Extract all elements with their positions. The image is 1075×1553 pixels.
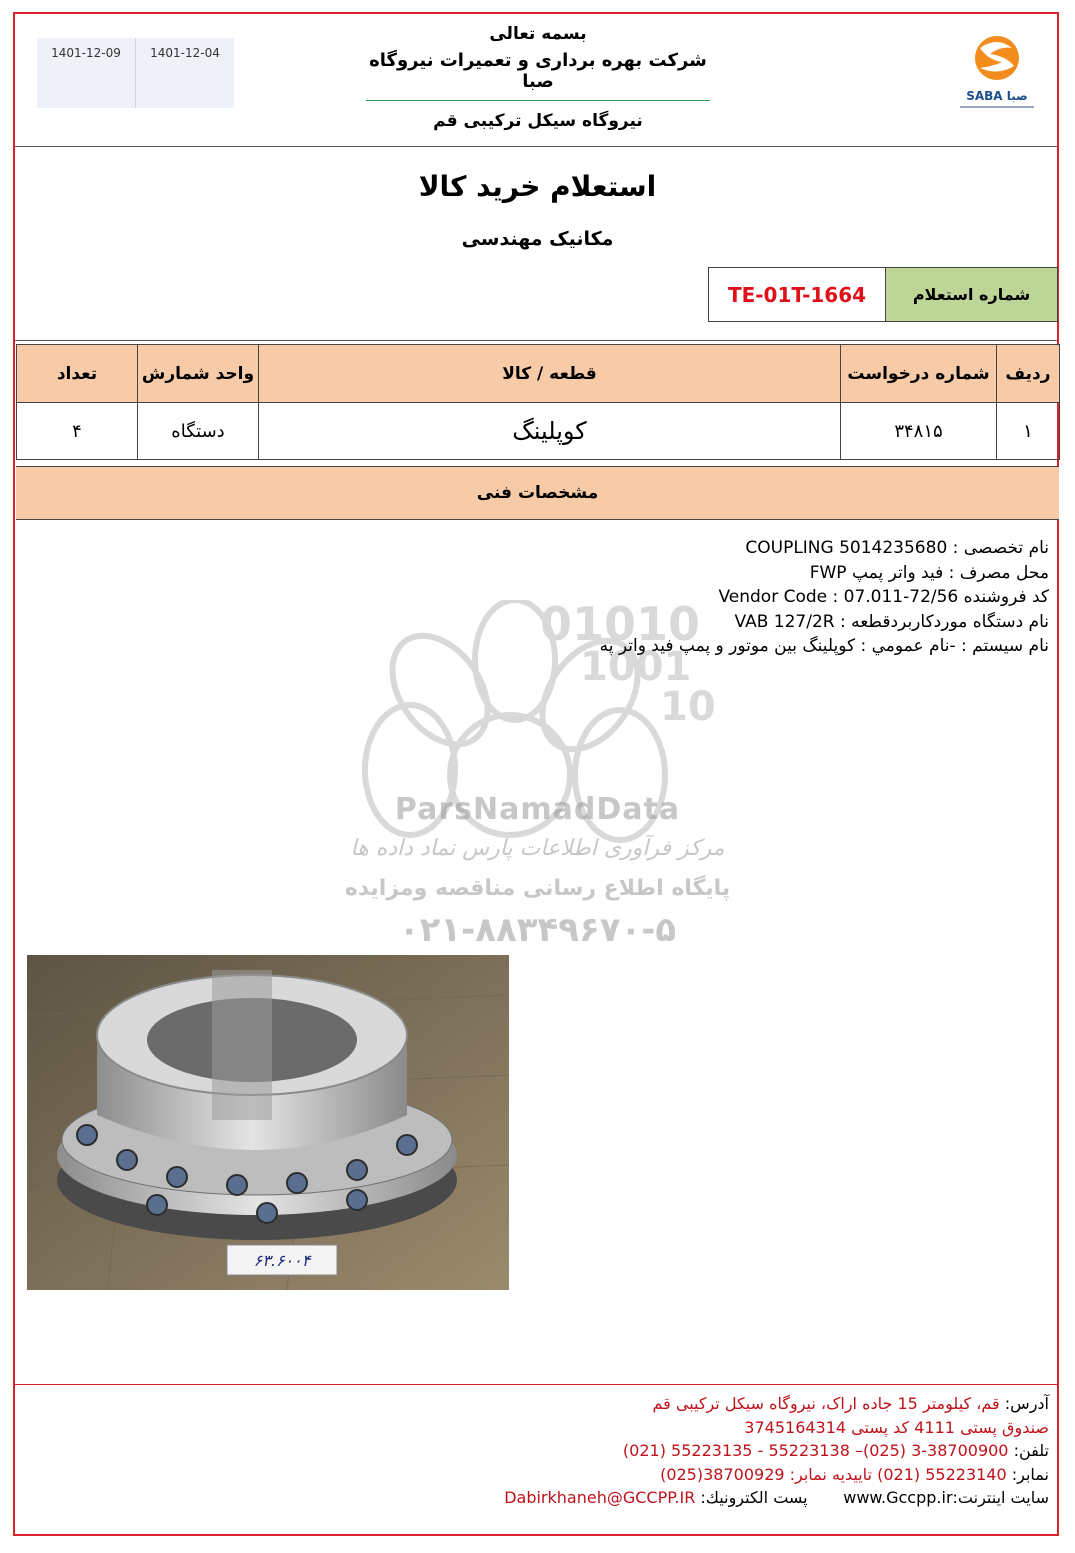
page-title: استعلام خرید کالا [418, 170, 657, 203]
title-divider [15, 340, 1057, 341]
specs-heading: مشخصات فنی [16, 466, 1059, 520]
items-table [16, 344, 1060, 460]
watermark-brand: ParsNamadData [394, 792, 681, 827]
spec-line: نام دستگاه موردکاربردقطعه : VAB 127/2R [734, 611, 1049, 632]
photo-label: ۶۳.۶۰۰۴ [253, 1251, 311, 1270]
header-divider [15, 146, 1057, 147]
spec-line: کد فروشنده Vendor Code : 07.011-72/56 [718, 587, 1049, 607]
watermark-phone: ۰۲۱-۸۸۳۴۹۶۷۰-۵ [398, 910, 677, 950]
header-unit: واحد شمارش [138, 345, 259, 403]
inquiry-number-value: TE-01T-1664 [709, 268, 886, 321]
phone-label: تلفن: [1013, 1441, 1049, 1460]
date-deadline: 1401-12-04 [150, 46, 220, 60]
cell-item: کوپلینگ [259, 403, 841, 460]
footer-contact [149, 1392, 1049, 1510]
fax-label: نمابر: [1011, 1464, 1049, 1484]
header-request-number: شماره درخواست [841, 345, 997, 403]
site-label: سایت اینترنت: [952, 1488, 1049, 1507]
address-label: آدرس: [1004, 1394, 1049, 1413]
table-header-row [17, 345, 1060, 403]
inquiry-number-box [708, 267, 1058, 322]
fax-value: 55223140 (021) تاییدیه نمابر: 38700929(025) [660, 1464, 1007, 1484]
spec-line: نام تخصصی : COUPLING 5014235680 [745, 538, 1049, 558]
svg-text:SABA صبا: SABA صبا [966, 89, 1028, 103]
footer-web-line [149, 1486, 1049, 1510]
cell-quantity: ۴ [17, 403, 138, 460]
specs-list [349, 536, 1049, 659]
svg-text:1001: 1001 [580, 644, 692, 690]
inquiry-number-label: شماره استعلام [886, 268, 1057, 321]
bismillah-text: بسمه تعالی [489, 24, 587, 44]
svg-text:01010: 01010 [540, 600, 701, 651]
table-row [17, 403, 1060, 460]
date-box [37, 38, 234, 108]
cell-request-number: ۳۴۸۱۵ [841, 403, 997, 460]
email-link[interactable]: Dabirkhaneh@GCCPP.IR [504, 1488, 696, 1507]
footer-phone-line [149, 1439, 1049, 1463]
cell-row-number: ۱ [997, 403, 1060, 460]
date-issued: 1401-12-09 [37, 38, 136, 108]
spec-line: محل مصرف : فید واتر پمپ FWP [809, 562, 1049, 583]
header-row-number: ردیف [997, 345, 1060, 403]
department-subtitle: مکانیک مهندسی [461, 228, 614, 250]
saba-logo-icon [950, 26, 1044, 118]
header-item: قطعه / کالا [259, 345, 841, 403]
plant-name: نیروگاه سیکل ترکیبی قم [433, 111, 643, 131]
cell-unit: دستگاه [138, 403, 259, 460]
footer-divider [15, 1384, 1057, 1385]
company-name: شرکت بهره برداری و تعمیرات نیروگاه صبا [366, 50, 710, 101]
header-quantity: تعداد [17, 345, 138, 403]
watermark-line2: پایگاه اطلاع رسانی مناقصه ومزایده [344, 876, 731, 901]
header-titles [366, 24, 710, 131]
watermark-line1: مرکز فرآوری اطلاعات پارس نماد داده ها [350, 836, 725, 861]
email-label: پست الکترونیك: [700, 1488, 808, 1507]
footer-pobox: صندوق پستی 4111 کد پستی 3745164314 [744, 1417, 1049, 1437]
footer-address-line [149, 1392, 1049, 1416]
address-value: قم، کیلومتر 15 جاده اراک، نیروگاه سیکل ترکیبی قم [652, 1394, 1000, 1413]
coupling-photo [27, 955, 509, 1290]
footer-fax-line [149, 1463, 1049, 1487]
spec-line: نام سیستم : -نام عمومي : کوپلینگ بین موتور و پمپ فید واتر په [599, 636, 1049, 656]
phone-value: 38700900-3 (025)– 55223138 - 55223135 (021) [622, 1441, 1009, 1460]
svg-text:10: 10 [660, 684, 716, 730]
site-link[interactable]: www.Gccpp.ir [843, 1488, 953, 1507]
